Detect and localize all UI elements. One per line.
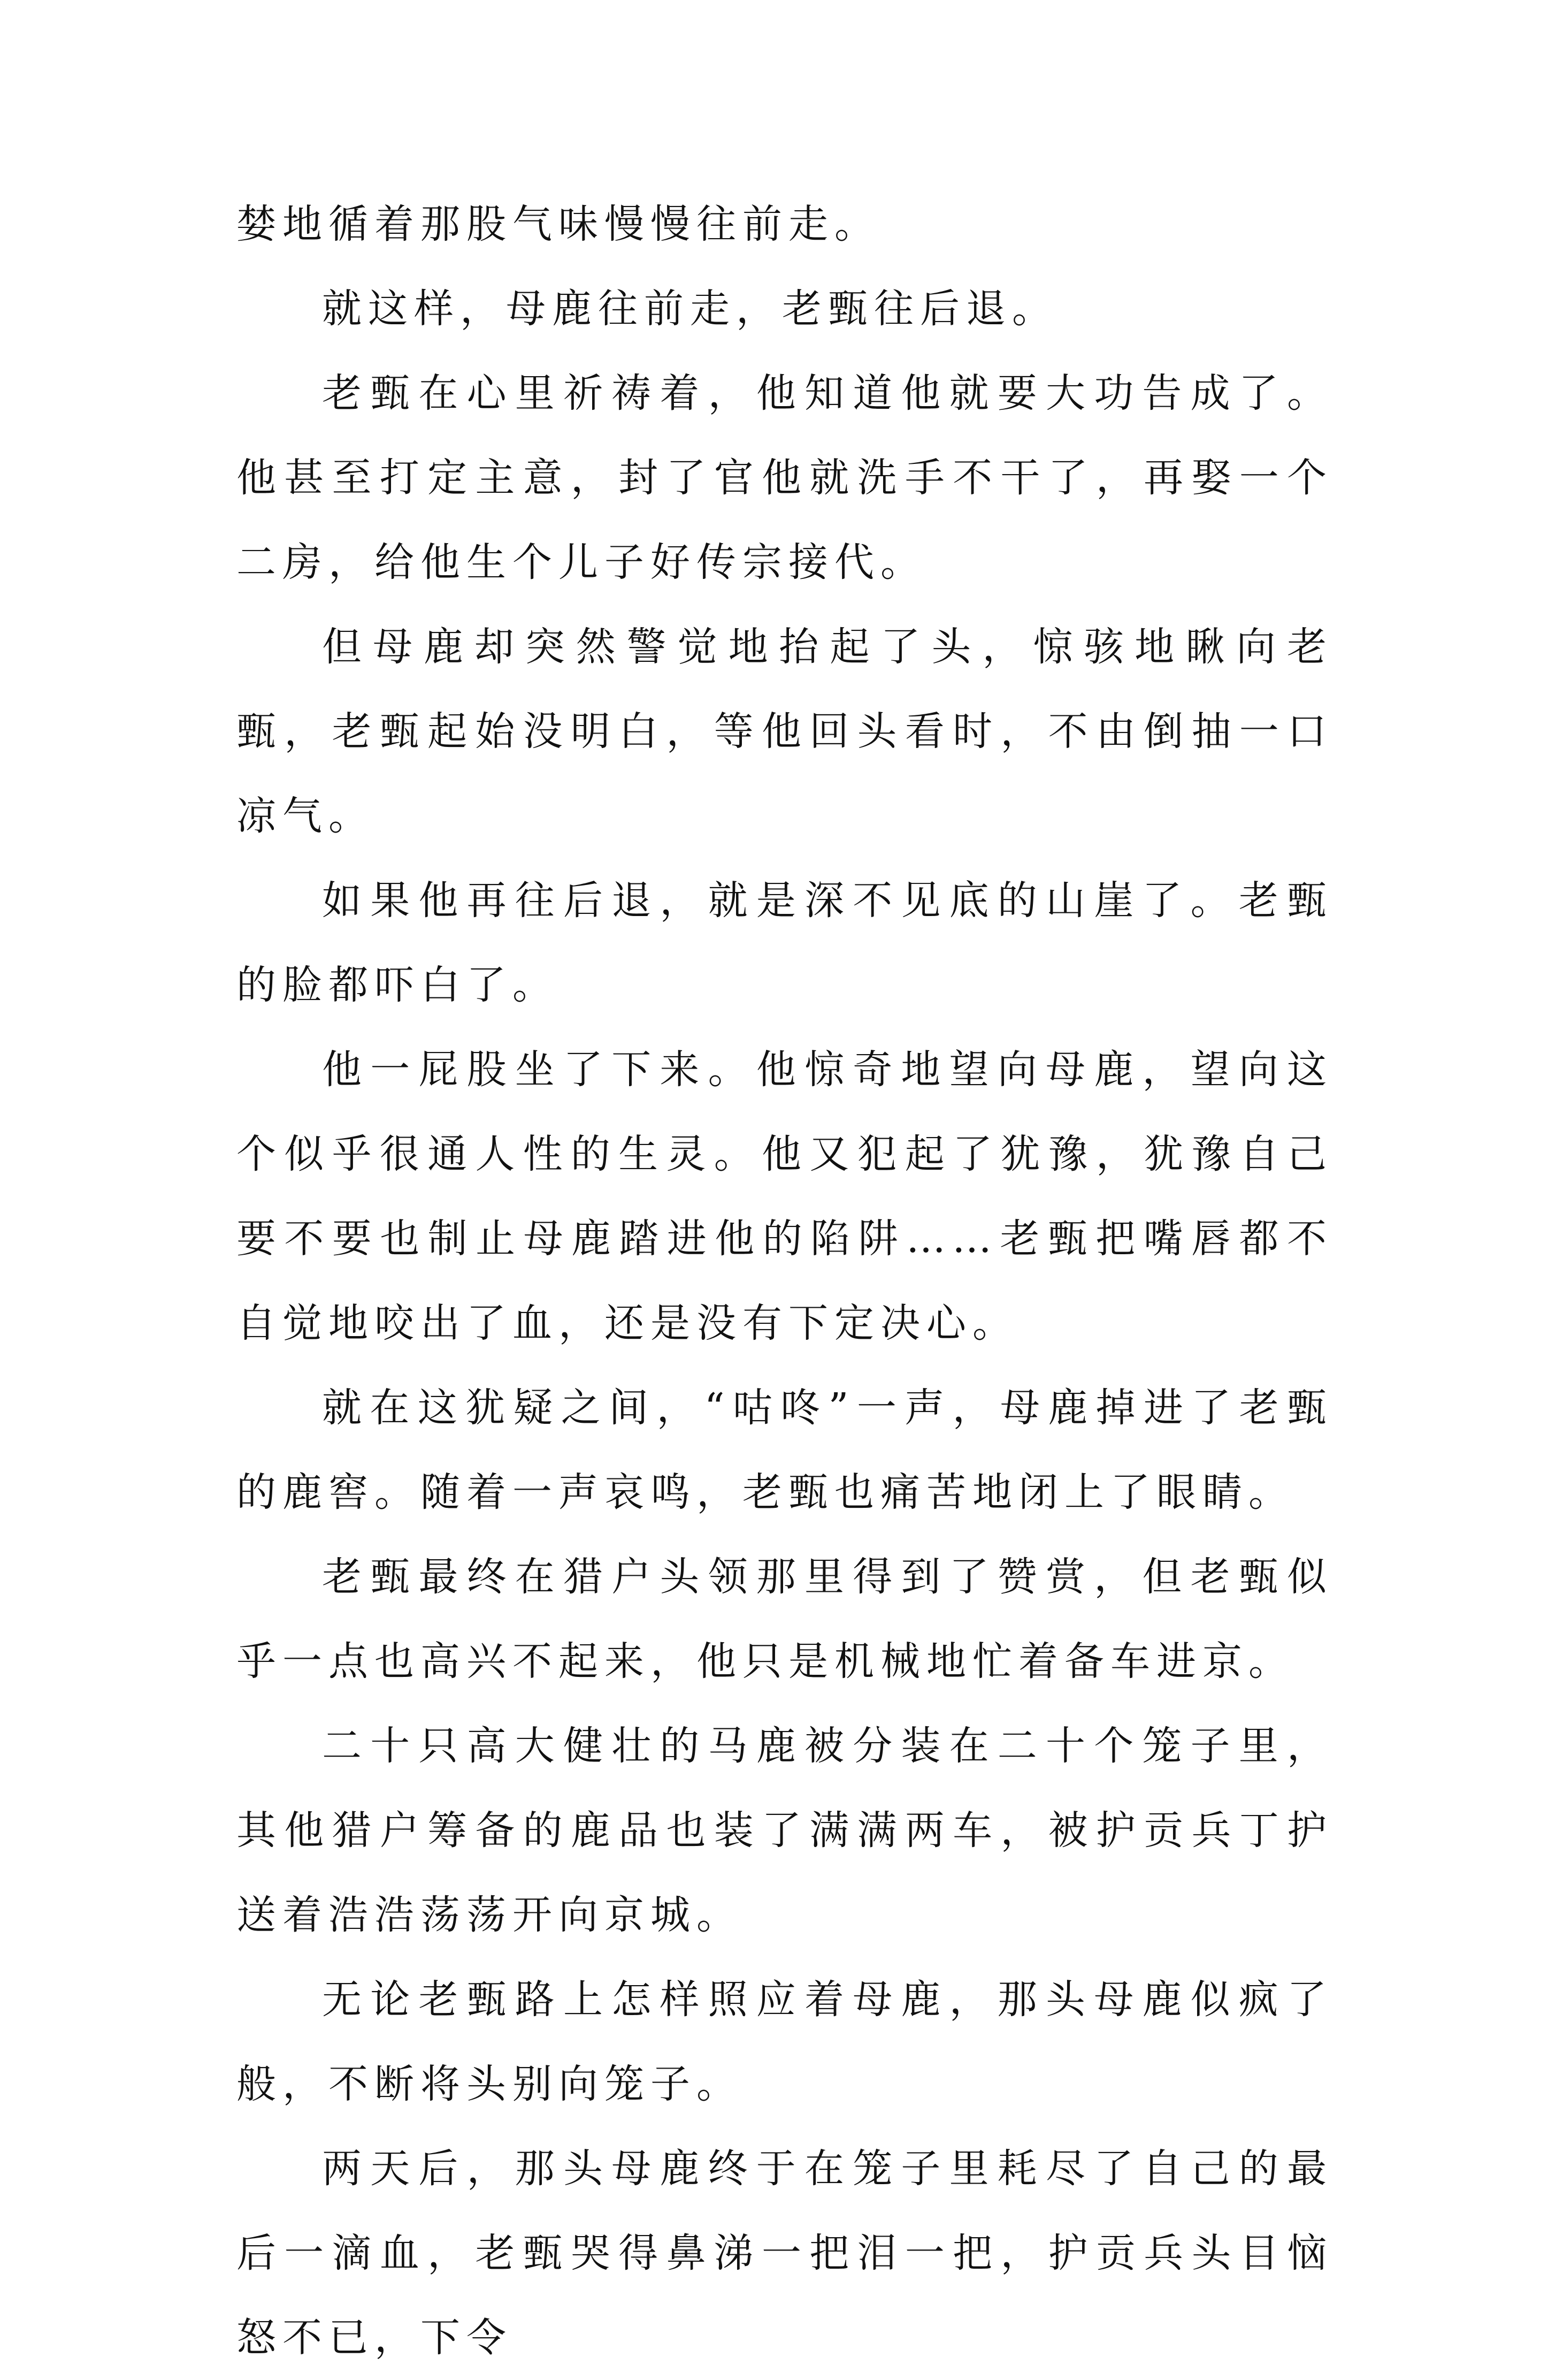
paragraph-7: 就在这犹疑之间，“咕咚”一声，母鹿掉进了老甄的鹿窖。随着一声哀鸣，老甄也痛苦地闭上了眼睛。 [236, 1385, 1333, 1515]
paragraph-9: 二十只高大健壮的马鹿被分装在二十个笼子里，其他猎户筹备的鹿品也装了满满两车，被护贡兵丁护送着浩浩荡荡开向京城。 [236, 1723, 1333, 1938]
paragraph-6: 他一屁股坐了下来。他惊奇地望向母鹿，望向这个似乎很通人性的生灵。他又犯起了犹豫，犹豫自己要不要也制止母鹿踏进他的陷阱……老甄把嘴唇都不自觉地咬出了血，还是没有下定决心。 [236, 1047, 1333, 1346]
paragraph-11: 两天后，那头母鹿终于在笼子里耗尽了自己的最后一滴血，老甄哭得鼻涕一把泪一把，护贡兵头目恼怒不已，下令 [236, 2146, 1333, 2361]
paragraph-4: 但母鹿却突然警觉地抬起了头，惊骇地瞅向老甄，老甄起始没明白，等他回头看时，不由倒抽一口凉气。 [236, 624, 1333, 839]
paragraph-8: 老甄最终在猎户头领那里得到了赞赏，但老甄似乎一点也高兴不起来，他只是机械地忙着备车进京。 [236, 1554, 1333, 1684]
paragraph-10: 无论老甄路上怎样照应着母鹿，那头母鹿似疯了般，不断将头别向笼子。 [236, 1977, 1333, 2107]
paragraph-1: 婪地循着那股气味慢慢往前走。 [236, 201, 880, 247]
paragraph-5: 如果他再往后退，就是深不见底的山崖了。老甄的脸都吓白了。 [236, 878, 1333, 1008]
paragraph-3: 老甄在心里祈祷着，他知道他就要大功告成了。他甚至打定主意，封了官他就洗手不干了，再娶一个二房，给他生个儿子好传宗接代。 [236, 370, 1333, 585]
body-text [236, 182, 1333, 2380]
paragraph-2: 就这样，母鹿往前走，老甄往后退。 [322, 286, 1058, 332]
